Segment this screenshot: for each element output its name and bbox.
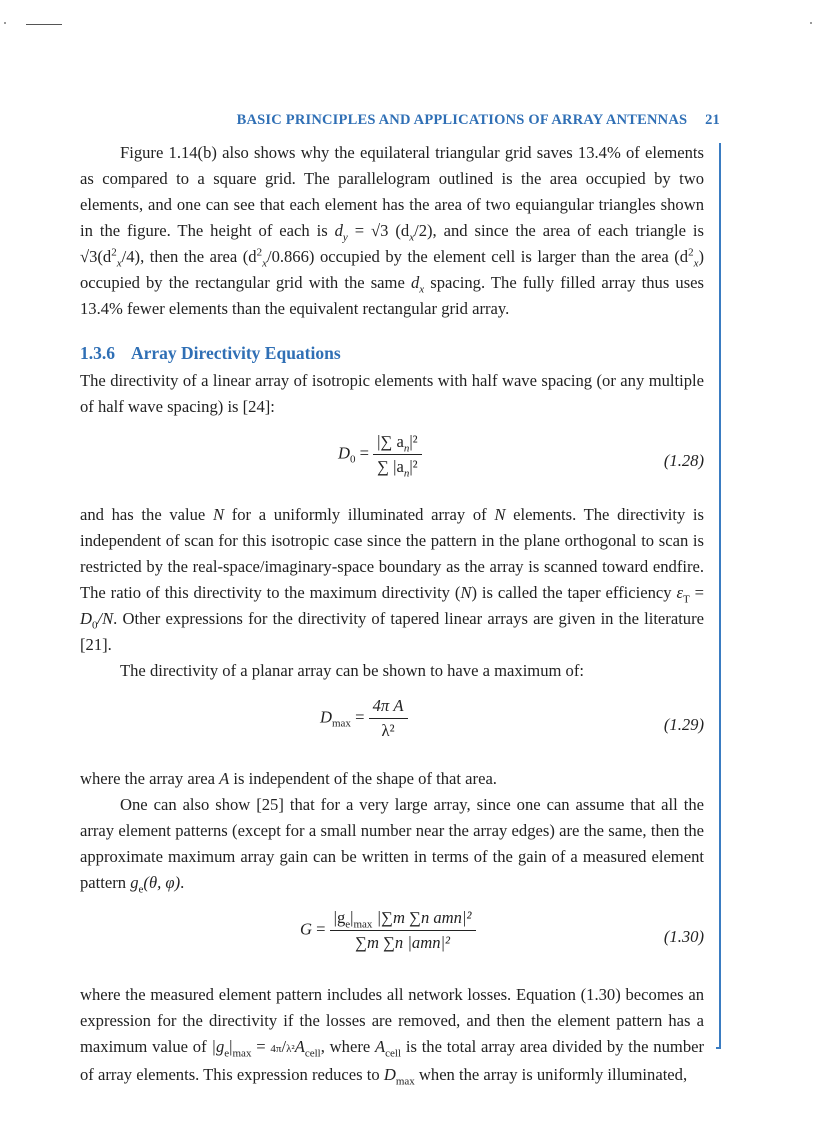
margin-rule-end [716,1047,721,1049]
running-head [230,112,720,129]
equation-1-28: $D_0$ = $\frac{|\sum a_n|^2}{\sum |a_n|^2}$ (1.28) [338,432,704,480]
paragraph-triangular-grid: Figure 1.14(b) also shows why the equilateral triangular grid saves 13.4% of elements as compared to a square grid. The parallelogram outlined is the area occupied by two elements, and one can see that each element has the area of two equiangular triangles shown in the figure. The height of each is $d_y = √3$ $(d_x/2)$, and since the area of each triangle is $√3(d^2_x/4)$, then the area $(d^2_x/0.866)$ occupied by the element cell is larger than the area $(d^2_x)$ occupied by the rectangular grid with the same $d_x$ spacing. The fully filled array thus uses 13.4% fewer elements than the equivalent rectangular grid array. [80,143,705,318]
equation-number-1-29: (1.29) [663,715,704,734]
crop-dot-right [810,22,812,24]
paragraph-measured-pattern: where the measured element pattern includes all network losses. Equation (1.30) becomes an expression for the directivity if the losses are removed, and then the element pattern has a maximum value of $|g_e|_{max} = 4\pi/\lambda^2A_{cell}$, where $A_{cell}$ is the total array area divided by the number of array elements. This expression reduces to $D_{max}$ when the array is uniformly illuminated, [80,985,705,1088]
paragraph-large-array: One can also show [25] that for a very large array, since one can assume that all the array element patterns (except for a small number near the array edges) are the same, then the approximate maximum array gain can be written in terms of the gain of a measured element pattern $g_e(\theta$, φ). [80,795,704,896]
fraction-1-30: $\frac{|g_e|_{max} |\sum m \sum n amn|^2}{\text{∑m ∑n |amn|²}}$ [330,906,476,955]
section-heading [80,340,704,366]
paragraph-planar-array: The directivity of a planar array can be shown to have a maximum of: [120,661,584,680]
page-number: 21 [705,112,720,128]
fraction-1-28: $\frac{|\sum a_n|^2}{\sum |a_n|^2}$ [373,430,421,479]
section-number: 1.3.6 [80,343,115,363]
equation-number-1-30: (1.30) [663,927,704,946]
margin-rule [719,143,721,1047]
running-title: BASIC PRINCIPLES AND APPLICATIONS OF ARRAY ANTENNAS [236,112,688,128]
paragraph-uniform-array: and has the value N for a uniformly illuminated array of N elements. The directivity is independent of scan for this isotropic case since the pattern in the plane orthogonal to scan is restricted by the real-space/imaginary-space boundary as the array is scanned toward endfire. The ratio of this directivity to the maximum directivity (N) is called the taper efficiency $\varepsilon_T = D_0/N$. Other expressions for the directivity of tapered linear arrays are given in the literature [21]. [80,505,705,654]
equation-number-1-28: (1.28) [663,451,704,470]
equation-1-29: $D_{max}$ = $\frac{\text{4π A}}{\text{λ²}}$ (1.29) [80,684,704,766]
section-title: Array Directivity Equations [131,343,341,363]
paragraph-linear-directivity: The directivity of a linear array of isotropic elements with half wave spacing (or any multiple of half wave spacing) is [24]: [80,371,704,416]
fraction-1-29: $\frac{\text{4π A}}{\text{λ²}}$ [369,694,408,743]
paragraph-array-area: where the array area A is independent of the shape of that area. [80,769,497,788]
crop-dot-left [4,22,6,24]
page-body [80,140,704,1088]
crop-mark [26,24,62,25]
equation-1-30: G = $\frac{|g_e|_{max} |\sum m \sum n amn|^2}{\text{∑m ∑n |amn|²}}$ (1.30) [80,896,704,982]
